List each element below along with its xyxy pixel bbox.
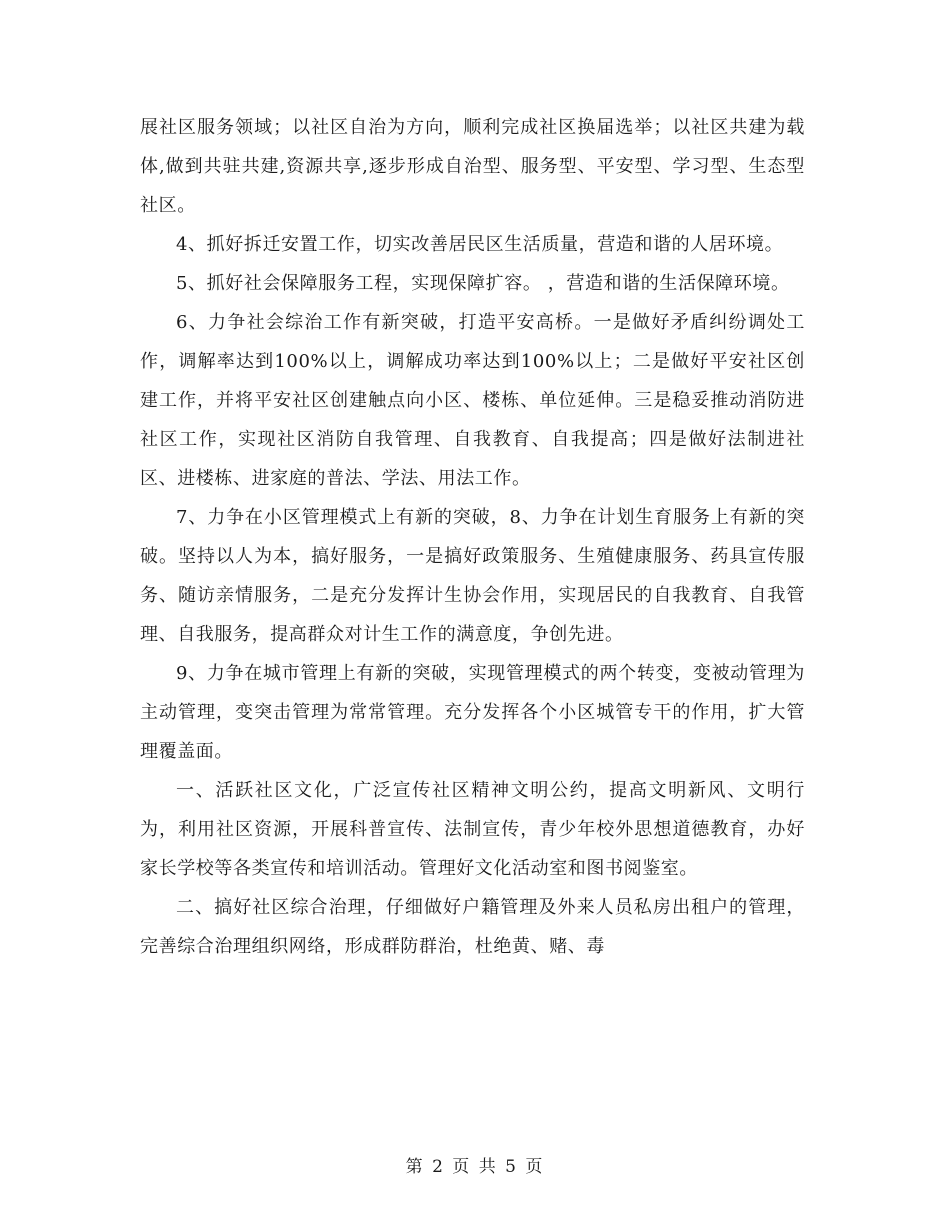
paragraph-item-6: 6、力争社会综治工作有新突破，打造平安高桥。一是做好矛盾纠纷调处工作，调解率达到100%以上，调解成功率达到100%以上；二是做好平安社区创建工作，并将平安社区创建触点向小区、楼栋、单位延伸。三是稳妥推动消防进社区工作，实现社区消防自我管理、自我教育、自我提高；四是做好法制进社区、进楼栋、进家庭的普法、学法、用法工作。 bbox=[140, 312, 805, 489]
paragraph-item-5: 5、抓好社会保障服务工程，实现保障扩容。 ，营造和谐的生活保障环境。 bbox=[176, 273, 790, 294]
paragraph-item-4: 4、抓好拆迁安置工作，切实改善居民区生活质量，营造和谐的人居环境。 bbox=[176, 234, 784, 255]
page-number-footer: 第 2 页 共 5 页 bbox=[405, 1157, 545, 1177]
paragraph-item-9: 9、力争在城市管理上有新的突破，实现管理模式的两个转变，变被动管理为主动管理，变突击管理为常常管理。充分发挥各个小区城管专干的作用，扩大管理覆盖面。 bbox=[140, 663, 805, 762]
paragraph-item-7-8: 7、力争在小区管理模式上有新的突破，8、力争在计划生育服务上有新的突破。坚持以人为本，搞好服务，一是搞好政策服务、生殖健康服务、药具宣传服务、随访亲情服务，二是充分发挥计生协会作用，实现居民的自我教育、自我管理、自我服务，提高群众对计生工作的满意度，争创先进。 bbox=[140, 507, 805, 645]
paragraph-continuation: 展社区服务领域；以社区自治为方向，顺利完成社区换届选举；以社区共建为载体,做到共驻共建,资源共享,逐步形成自治型、服务型、平安型、学习型、生态型社区。 bbox=[140, 117, 805, 216]
paragraph-section-2: 二、搞好社区综合治理，仔细做好户籍管理及外来人员私房出租户的管理，完善综合治理组织网络，形成群防群治，杜绝黄、赌、毒 bbox=[140, 897, 805, 957]
paragraph-section-1: 一、活跃社区文化，广泛宣传社区精神文明公约，提高文明新风、文明行为，利用社区资源，开展科普宣传、法制宣传，青少年校外思想道德教育，办好家长学校等各类宣传和培训活动。管理好文化活动室和图书阅鉴室。 bbox=[140, 780, 805, 879]
document-body bbox=[140, 108, 805, 966]
